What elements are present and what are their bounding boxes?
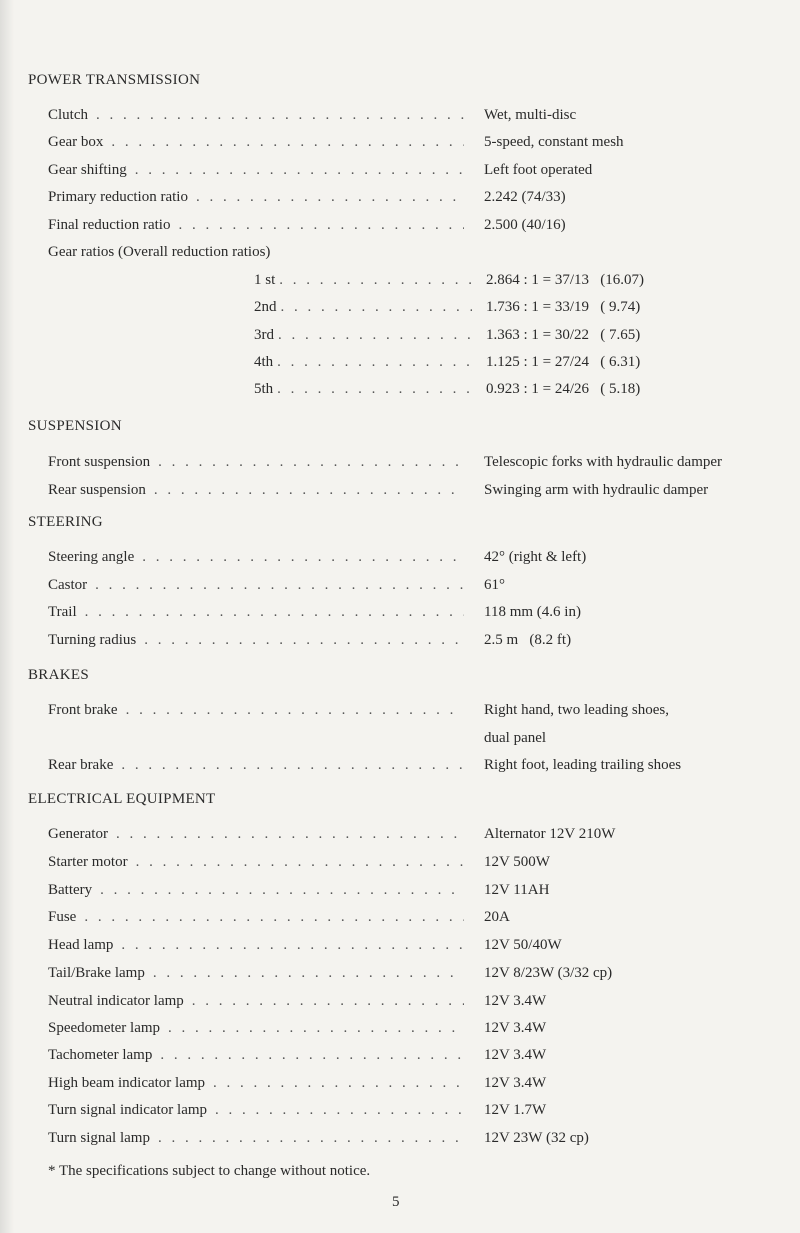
section-heading-power-transmission: POWER TRANSMISSION <box>28 72 201 88</box>
spec-value-turn-indicator-lamp: 12V 1.7W <box>484 1102 547 1118</box>
leader-dots <box>158 1130 464 1147</box>
spec-value-generator: Alternator 12V 210W <box>484 826 616 842</box>
spec-row-front-brake <box>48 702 468 722</box>
gear-row-1 <box>254 272 472 292</box>
leader-dots <box>111 134 464 151</box>
spec-label: High beam indicator lamp <box>48 1075 206 1091</box>
spec-row-starter-motor <box>48 854 468 874</box>
page-number: 5 <box>392 1194 400 1210</box>
gear-value-4: 1.125 : 1 = 27/24 ( 6.31) <box>486 354 641 370</box>
spec-label: Neutral indicator lamp <box>48 993 184 1009</box>
spec-value-starter-motor: 12V 500W <box>484 854 550 870</box>
spec-label: Generator <box>48 826 108 842</box>
gear-label: 2nd <box>254 299 277 315</box>
section-heading-electrical: ELECTRICAL EQUIPMENT <box>28 791 216 807</box>
spec-row-head-lamp <box>48 937 468 957</box>
gear-row-4 <box>254 354 472 374</box>
gear-value-3: 1.363 : 1 = 30/22 ( 7.65) <box>486 327 641 343</box>
spec-value-final-ratio: 2.500 (40/16) <box>484 217 566 233</box>
spec-label: Clutch <box>48 107 88 123</box>
leader-dots <box>158 454 464 471</box>
spec-value-rear-brake: Right foot, leading trailing shoes <box>484 757 682 773</box>
leader-dots <box>144 632 464 649</box>
gear-row-3 <box>254 327 472 347</box>
page-edge-shadow <box>0 0 14 1233</box>
leader-dots <box>116 826 464 843</box>
spec-label: Head lamp <box>48 937 114 953</box>
spec-value-rear-suspension: Swinging arm with hydraulic damper <box>484 482 709 498</box>
leader-dots <box>277 354 472 371</box>
spec-label: Speedometer lamp <box>48 1020 161 1036</box>
section-heading-steering: STEERING <box>28 514 103 530</box>
leader-dots <box>278 327 472 344</box>
spec-value-front-brake: Right hand, two leading shoes, <box>484 702 669 718</box>
spec-row-turn-signal-lamp <box>48 1130 468 1150</box>
section-heading-suspension: SUSPENSION <box>28 418 122 434</box>
spec-value-clutch: Wet, multi-disc <box>484 107 577 123</box>
spec-row-castor <box>48 577 468 597</box>
spec-label: Battery <box>48 882 93 898</box>
leader-dots <box>100 882 464 899</box>
spec-label: Castor <box>48 577 88 593</box>
spec-value-high-beam-lamp: 12V 3.4W <box>484 1075 547 1091</box>
gear-ratios-heading: Gear ratios (Overall reduction ratios) <box>48 244 271 260</box>
spec-value-gear-shifting: Left foot operated <box>484 162 593 178</box>
footnote: * The specifications subject to change without notice. <box>48 1163 371 1179</box>
spec-value-front-brake-cont: dual panel <box>484 730 547 746</box>
leader-dots <box>279 272 472 289</box>
spec-row-rear-brake <box>48 757 468 777</box>
leader-dots <box>281 299 473 316</box>
section-heading-brakes: BRAKES <box>28 667 89 683</box>
leader-dots <box>277 381 472 398</box>
spec-value-steering-angle: 42° (right & left) <box>484 549 587 565</box>
gear-row-2 <box>254 299 472 319</box>
leader-dots <box>215 1102 464 1119</box>
leader-dots <box>84 909 464 926</box>
gear-value-2: 1.736 : 1 = 33/19 ( 9.74) <box>486 299 641 315</box>
spec-value-battery: 12V 11AH <box>484 882 550 898</box>
leader-dots <box>121 937 464 954</box>
leader-dots <box>135 162 464 179</box>
spec-row-gear-shifting <box>48 162 468 182</box>
spec-value-primary-ratio: 2.242 (74/33) <box>484 189 566 205</box>
spec-row-fuse <box>48 909 468 929</box>
spec-value-turning-radius: 2.5 m (8.2 ft) <box>484 632 572 648</box>
leader-dots <box>142 549 464 566</box>
spec-value-tachometer-lamp: 12V 3.4W <box>484 1047 547 1063</box>
spec-label: Tail/Brake lamp <box>48 965 145 981</box>
spec-value-front-suspension: Telescopic forks with hydraulic damper <box>484 454 723 470</box>
spec-row-final-ratio <box>48 217 468 237</box>
leader-dots <box>121 757 464 774</box>
gear-label: 5th <box>254 381 274 397</box>
spec-label: Fuse <box>48 909 77 925</box>
leader-dots <box>126 702 464 719</box>
spec-row-gearbox <box>48 134 468 154</box>
spec-label: Turning radius <box>48 632 137 648</box>
spec-value-fuse: 20A <box>484 909 510 925</box>
leader-dots <box>95 577 464 594</box>
leader-dots <box>153 965 464 982</box>
gear-label: 4th <box>254 354 274 370</box>
gear-label: 1 st <box>254 272 276 288</box>
spec-label: Turn signal lamp <box>48 1130 150 1146</box>
leader-dots <box>178 217 464 234</box>
spec-label: Rear suspension <box>48 482 146 498</box>
spec-value-neutral-lamp: 12V 3.4W <box>484 993 547 1009</box>
spec-label: Front suspension <box>48 454 151 470</box>
spec-label: Primary reduction ratio <box>48 189 188 205</box>
spec-row-neutral-lamp <box>48 993 468 1013</box>
spec-label: Gear shifting <box>48 162 127 178</box>
spec-label: Final reduction ratio <box>48 217 171 233</box>
spec-row-front-suspension <box>48 454 468 474</box>
spec-row-clutch <box>48 107 468 127</box>
gear-row-5 <box>254 381 472 401</box>
spec-row-trail <box>48 604 468 624</box>
spec-row-turning-radius <box>48 632 468 652</box>
gear-value-1: 2.864 : 1 = 37/13 (16.07) <box>486 272 645 288</box>
spec-value-tail-brake-lamp: 12V 8/23W (3/32 cp) <box>484 965 613 981</box>
spec-label: Starter motor <box>48 854 128 870</box>
leader-dots <box>160 1047 464 1064</box>
spec-row-rear-suspension <box>48 482 468 502</box>
spec-value-turn-signal-lamp: 12V 23W (32 cp) <box>484 1130 589 1146</box>
spec-value-speedometer-lamp: 12V 3.4W <box>484 1020 547 1036</box>
spec-row-steering-angle <box>48 549 468 569</box>
spec-label: Rear brake <box>48 757 114 773</box>
leader-dots <box>154 482 464 499</box>
spec-row-high-beam-lamp <box>48 1075 468 1095</box>
spec-label: Front brake <box>48 702 118 718</box>
spec-row-battery <box>48 882 468 902</box>
spec-value-gearbox: 5-speed, constant mesh <box>484 134 624 150</box>
spec-label: Gear box <box>48 134 104 150</box>
leader-dots <box>85 604 464 621</box>
leader-dots <box>136 854 464 871</box>
spec-value-trail: 118 mm (4.6 in) <box>484 604 581 620</box>
gear-value-5: 0.923 : 1 = 24/26 ( 5.18) <box>486 381 641 397</box>
spec-row-turn-indicator-lamp <box>48 1102 468 1122</box>
spec-row-generator <box>48 826 468 846</box>
spec-row-primary-ratio <box>48 189 468 209</box>
spec-label: Tachometer lamp <box>48 1047 153 1063</box>
leader-dots <box>213 1075 464 1092</box>
spec-row-tachometer-lamp <box>48 1047 468 1067</box>
spec-value-castor: 61° <box>484 577 505 593</box>
spec-value-head-lamp: 12V 50/40W <box>484 937 562 953</box>
leader-dots <box>192 993 464 1010</box>
leader-dots <box>196 189 464 206</box>
leader-dots <box>96 107 464 124</box>
spec-row-speedometer-lamp <box>48 1020 468 1040</box>
leader-dots <box>168 1020 464 1037</box>
gear-label: 3rd <box>254 327 274 343</box>
spec-label: Steering angle <box>48 549 135 565</box>
spec-row-tail-brake-lamp <box>48 965 468 985</box>
spec-label: Turn signal indicator lamp <box>48 1102 208 1118</box>
spec-label: Trail <box>48 604 77 620</box>
